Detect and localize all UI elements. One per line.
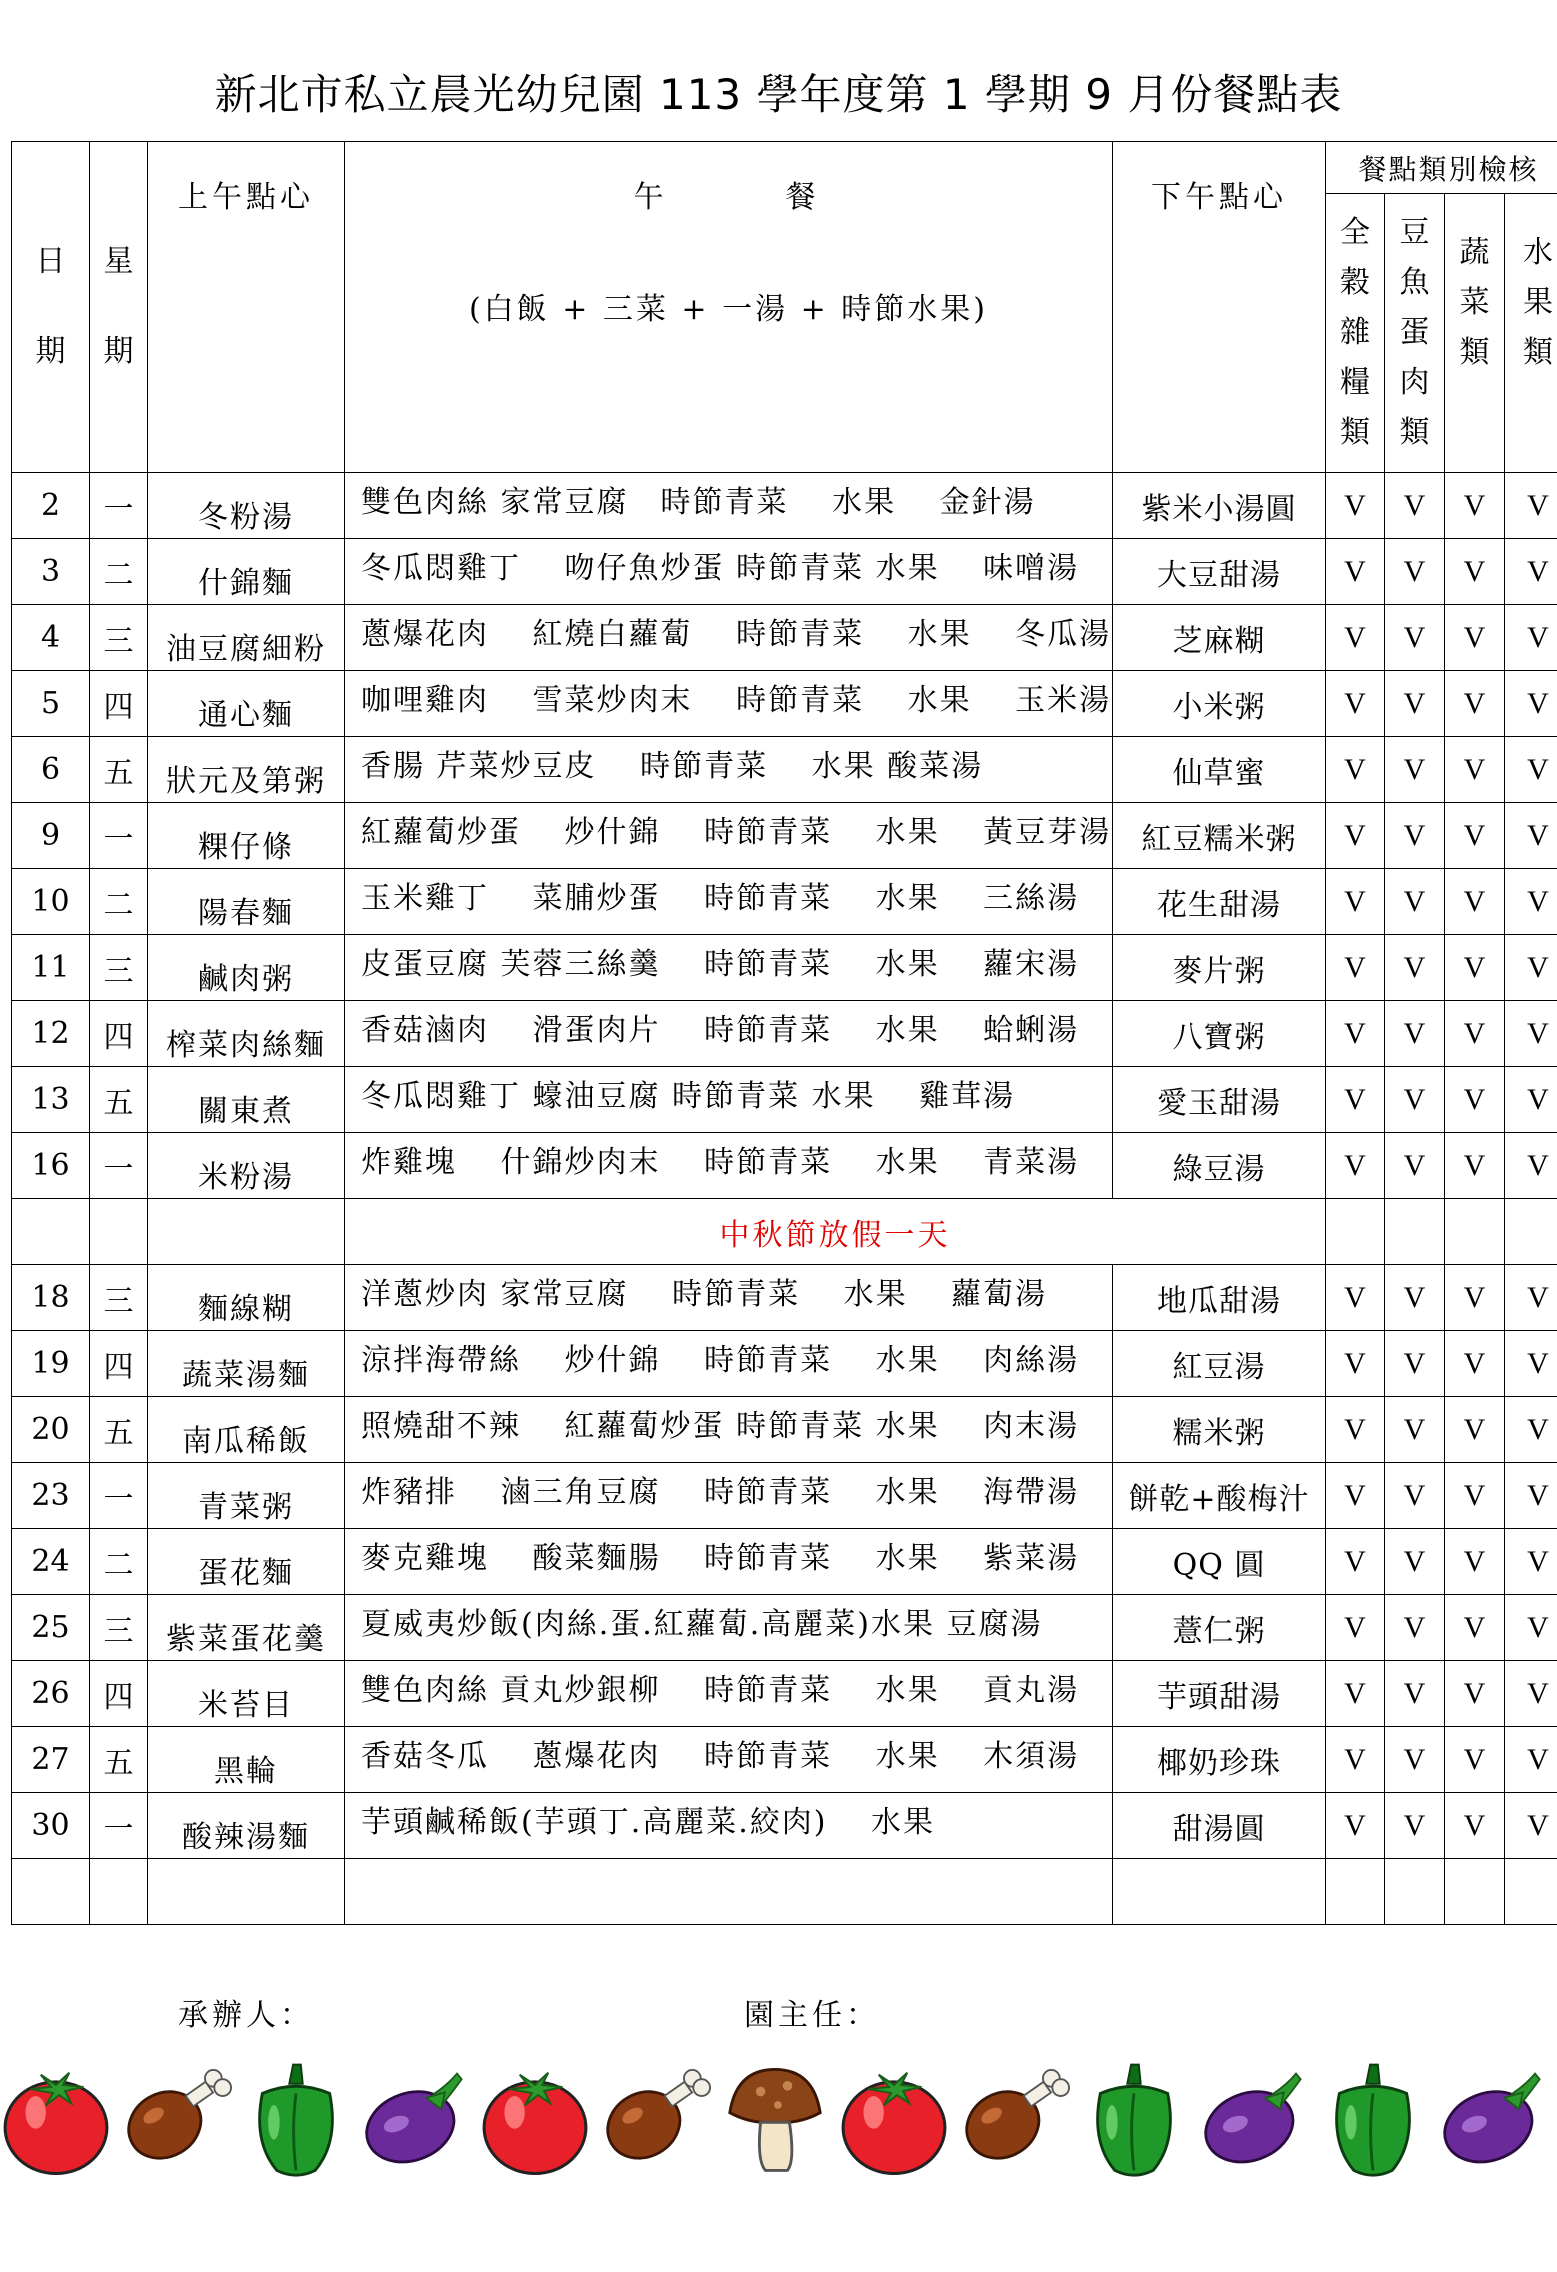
check-cell: V	[1385, 1001, 1445, 1067]
weekday-cell: 一	[90, 1463, 148, 1529]
lunch-cell: 照燒甜不辣 紅蘿蔔炒蛋 時節青菜 水果 肉末湯	[345, 1397, 1113, 1463]
lunch-cell: 炸豬排 滷三角豆腐 時節青菜 水果 海帶湯	[345, 1463, 1113, 1529]
check-cell: V	[1445, 1397, 1505, 1463]
check-cell: V	[1385, 803, 1445, 869]
morning-snack-cell	[148, 1199, 345, 1265]
check-cell: V	[1326, 737, 1385, 803]
lunch-cell: 洋蔥炒肉 家常豆腐 時節青菜 水果 蘿蔔湯	[345, 1265, 1113, 1331]
morning-snack-cell: 米粉湯	[148, 1133, 345, 1199]
check-cell: V	[1326, 803, 1385, 869]
date-cell: 5	[12, 671, 90, 737]
date-cell: 6	[12, 737, 90, 803]
lunch-cell: 夏威夷炒飯(肉絲.蛋.紅蘿蔔.高麗菜)水果 豆腐湯	[345, 1595, 1113, 1661]
weekday-cell: 一	[90, 1133, 148, 1199]
empty-cell	[12, 1859, 90, 1925]
morning-snack-cell: 黑輪	[148, 1727, 345, 1793]
check-cell: V	[1385, 539, 1445, 605]
weekday-cell: 二	[90, 1529, 148, 1595]
header-weekday: 星 期	[90, 142, 148, 473]
check-cell: V	[1326, 1727, 1385, 1793]
date-cell: 3	[12, 539, 90, 605]
header-date: 日 期	[12, 142, 90, 473]
afternoon-snack-cell: 麥片粥	[1113, 935, 1326, 1001]
weekday-cell	[90, 1199, 148, 1265]
lunch-cell: 冬瓜悶雞丁 吻仔魚炒蛋 時節青菜 水果 味噌湯	[345, 539, 1113, 605]
empty-cell	[1445, 1859, 1505, 1925]
check-cell: V	[1445, 1067, 1505, 1133]
check-cell: V	[1505, 1067, 1557, 1133]
morning-snack-cell: 蔬菜湯麵	[148, 1331, 345, 1397]
afternoon-snack-cell: 小米粥	[1113, 671, 1326, 737]
check-cell: V	[1385, 1727, 1445, 1793]
tomato-icon	[843, 2073, 945, 2174]
afternoon-snack-cell: 紅豆湯	[1113, 1331, 1326, 1397]
table-row	[12, 1727, 1557, 1793]
morning-snack-cell: 什錦麵	[148, 539, 345, 605]
empty-cell	[90, 1859, 148, 1925]
eggplant-icon	[1435, 2074, 1542, 2174]
weekday-cell: 三	[90, 1595, 148, 1661]
check-cell: V	[1505, 869, 1557, 935]
check-cell: V	[1505, 1529, 1557, 1595]
check-cell: V	[1445, 737, 1505, 803]
drumstick-icon	[955, 2070, 1069, 2171]
check-cell: V	[1326, 1001, 1385, 1067]
lunch-cell: 炸雞塊 什錦炒肉末 時節青菜 水果 青菜湯	[345, 1133, 1113, 1199]
check-cell: V	[1445, 1133, 1505, 1199]
table-row	[12, 1265, 1557, 1331]
morning-snack-cell: 粿仔條	[148, 803, 345, 869]
check-cell: V	[1326, 935, 1385, 1001]
lunch-cell: 麥克雞塊 酸菜麵腸 時節青菜 水果 紫菜湯	[345, 1529, 1113, 1595]
check-cell: V	[1445, 473, 1505, 539]
date-cell	[12, 1199, 90, 1265]
afternoon-snack-cell: 椰奶珍珠	[1113, 1727, 1326, 1793]
empty-cell	[1385, 1859, 1445, 1925]
check-cell: V	[1445, 803, 1505, 869]
morning-snack-cell: 紫菜蛋花羹	[148, 1595, 345, 1661]
header-lunch: 午 餐 (白飯 + 三菜 + 一湯 + 時節水果)	[345, 142, 1113, 473]
table-row	[12, 1067, 1557, 1133]
date-cell: 2	[12, 473, 90, 539]
weekday-cell: 三	[90, 1265, 148, 1331]
morning-snack-cell: 麵線糊	[148, 1265, 345, 1331]
morning-snack-cell: 青菜粥	[148, 1463, 345, 1529]
check-cell: V	[1505, 1265, 1557, 1331]
drumstick-icon	[117, 2070, 231, 2171]
date-cell: 4	[12, 605, 90, 671]
check-cell	[1445, 1199, 1505, 1265]
check-cell: V	[1505, 1331, 1557, 1397]
date-cell: 13	[12, 1067, 90, 1133]
weekday-cell: 四	[90, 1661, 148, 1727]
lunch-cell: 涼拌海帶絲 炒什錦 時節青菜 水果 肉絲湯	[345, 1331, 1113, 1397]
afternoon-snack-cell: QQ 圓	[1113, 1529, 1326, 1595]
weekday-cell: 一	[90, 1793, 148, 1859]
afternoon-snack-cell: 大豆甜湯	[1113, 539, 1326, 605]
afternoon-snack-cell: 愛玉甜湯	[1113, 1067, 1326, 1133]
check-cell: V	[1505, 803, 1557, 869]
weekday-cell: 五	[90, 737, 148, 803]
tomato-icon	[5, 2073, 107, 2174]
table-row	[12, 803, 1557, 869]
date-cell: 11	[12, 935, 90, 1001]
header-check-protein: 豆 魚 蛋 肉 類	[1385, 194, 1445, 473]
check-cell: V	[1445, 539, 1505, 605]
green-pepper-icon	[1098, 2065, 1171, 2176]
header-morning-snack: 上午點心	[148, 142, 345, 473]
empty-cell	[1326, 1859, 1385, 1925]
check-cell: V	[1445, 1661, 1505, 1727]
morning-snack-cell: 冬粉湯	[148, 473, 345, 539]
check-cell: V	[1385, 1661, 1445, 1727]
weekday-cell: 四	[90, 671, 148, 737]
holiday-row	[12, 1199, 1557, 1265]
check-cell: V	[1445, 1793, 1505, 1859]
handler-signature-label: 承辦人：	[178, 1998, 314, 2033]
table-row	[12, 539, 1557, 605]
check-cell: V	[1385, 1529, 1445, 1595]
lunch-cell: 香腸 芹菜炒豆皮 時節青菜 水果 酸菜湯	[345, 737, 1113, 803]
food-decoration-row	[0, 2045, 1557, 2195]
date-cell: 24	[12, 1529, 90, 1595]
check-cell: V	[1505, 1001, 1557, 1067]
check-cell: V	[1505, 737, 1557, 803]
table-row	[12, 1133, 1557, 1199]
lunch-cell: 冬瓜悶雞丁 蠔油豆腐 時節青菜 水果 雞茸湯	[345, 1067, 1113, 1133]
check-cell: V	[1445, 869, 1505, 935]
date-cell: 27	[12, 1727, 90, 1793]
check-cell	[1505, 1199, 1557, 1265]
check-cell: V	[1445, 935, 1505, 1001]
weekday-cell: 五	[90, 1727, 148, 1793]
check-cell: V	[1445, 605, 1505, 671]
date-cell: 18	[12, 1265, 90, 1331]
lunch-cell: 雙色肉絲 貢丸炒銀柳 時節青菜 水果 貢丸湯	[345, 1661, 1113, 1727]
check-cell: V	[1505, 935, 1557, 1001]
table-row	[12, 605, 1557, 671]
date-cell: 12	[12, 1001, 90, 1067]
green-pepper-icon	[260, 2065, 333, 2176]
check-cell: V	[1326, 473, 1385, 539]
lunch-cell: 芋頭鹹稀飯(芋頭丁.高麗菜.絞肉) 水果	[345, 1793, 1113, 1859]
lunch-cell: 咖哩雞肉 雪菜炒肉末 時節青菜 水果 玉米湯	[345, 671, 1113, 737]
table-row	[12, 737, 1557, 803]
check-cell: V	[1385, 935, 1445, 1001]
check-cell: V	[1385, 473, 1445, 539]
afternoon-snack-cell: 芝麻糊	[1113, 605, 1326, 671]
lunch-cell: 紅蘿蔔炒蛋 炒什錦 時節青菜 水果 黃豆芽湯	[345, 803, 1113, 869]
morning-snack-cell: 鹹肉粥	[148, 935, 345, 1001]
table-row	[12, 1793, 1557, 1859]
table-row	[12, 671, 1557, 737]
table-row	[12, 1595, 1557, 1661]
check-cell: V	[1385, 1133, 1445, 1199]
check-cell: V	[1505, 1793, 1557, 1859]
empty-cell	[345, 1859, 1113, 1925]
check-cell	[1326, 1199, 1385, 1265]
check-cell: V	[1445, 1265, 1505, 1331]
check-cell: V	[1385, 1067, 1445, 1133]
header-check-fruit: 水 果 類	[1505, 194, 1557, 473]
check-cell: V	[1326, 1529, 1385, 1595]
lunch-cell: 蔥爆花肉 紅燒白蘿蔔 時節青菜 水果 冬瓜湯	[345, 605, 1113, 671]
morning-snack-cell: 蛋花麵	[148, 1529, 345, 1595]
tomato-icon	[484, 2073, 586, 2174]
check-cell: V	[1326, 1595, 1385, 1661]
weekday-cell: 一	[90, 803, 148, 869]
drumstick-icon	[596, 2070, 710, 2171]
check-cell: V	[1326, 1331, 1385, 1397]
check-cell: V	[1445, 1727, 1505, 1793]
date-cell: 30	[12, 1793, 90, 1859]
eggplant-icon	[1196, 2074, 1303, 2174]
empty-cell	[1113, 1859, 1326, 1925]
check-cell: V	[1505, 1397, 1557, 1463]
check-cell: V	[1385, 1265, 1445, 1331]
weekday-cell: 三	[90, 605, 148, 671]
header-afternoon-snack: 下午點心	[1113, 142, 1326, 473]
afternoon-snack-cell: 甜湯圓	[1113, 1793, 1326, 1859]
check-cell: V	[1385, 1331, 1445, 1397]
check-cell: V	[1505, 539, 1557, 605]
table-row	[12, 1331, 1557, 1397]
check-cell: V	[1326, 1793, 1385, 1859]
check-cell: V	[1326, 671, 1385, 737]
check-cell: V	[1326, 539, 1385, 605]
eggplant-icon	[357, 2074, 464, 2174]
weekday-cell: 二	[90, 539, 148, 605]
check-cell: V	[1505, 473, 1557, 539]
check-cell: V	[1385, 605, 1445, 671]
afternoon-snack-cell: 紅豆糯米粥	[1113, 803, 1326, 869]
weekday-cell: 一	[90, 473, 148, 539]
morning-snack-cell: 狀元及第粥	[148, 737, 345, 803]
morning-snack-cell: 油豆腐細粉	[148, 605, 345, 671]
meal-schedule-table	[11, 141, 1557, 1925]
lunch-cell: 香菇冬瓜 蔥爆花肉 時節青菜 水果 木須湯	[345, 1727, 1113, 1793]
green-pepper-icon	[1337, 2065, 1410, 2176]
check-cell: V	[1505, 605, 1557, 671]
lunch-cell: 雙色肉絲 家常豆腐 時節青菜 水果 金針湯	[345, 473, 1113, 539]
check-cell: V	[1445, 1331, 1505, 1397]
lunch-cell: 香菇滷肉 滑蛋肉片 時節青菜 水果 蛤蜊湯	[345, 1001, 1113, 1067]
check-cell: V	[1326, 1133, 1385, 1199]
empty-cell	[148, 1859, 345, 1925]
date-cell: 26	[12, 1661, 90, 1727]
weekday-cell: 三	[90, 935, 148, 1001]
header-check-grains: 全 穀 雜 糧 類	[1326, 194, 1385, 473]
check-cell: V	[1445, 671, 1505, 737]
header-check-vegetables: 蔬 菜 類	[1445, 194, 1505, 473]
check-cell: V	[1445, 1529, 1505, 1595]
weekday-cell: 四	[90, 1001, 148, 1067]
date-cell: 20	[12, 1397, 90, 1463]
morning-snack-cell: 通心麵	[148, 671, 345, 737]
date-cell: 10	[12, 869, 90, 935]
afternoon-snack-cell: 仙草蜜	[1113, 737, 1326, 803]
check-cell: V	[1445, 1463, 1505, 1529]
empty-row	[12, 1859, 1557, 1925]
morning-snack-cell: 米苔目	[148, 1661, 345, 1727]
weekday-cell: 二	[90, 869, 148, 935]
holiday-notice: 中秋節放假一天	[345, 1199, 1326, 1265]
date-cell: 9	[12, 803, 90, 869]
check-cell: V	[1505, 1463, 1557, 1529]
lunch-cell: 玉米雞丁 菜脯炒蛋 時節青菜 水果 三絲湯	[345, 869, 1113, 935]
table-row	[12, 869, 1557, 935]
check-cell: V	[1385, 1397, 1445, 1463]
check-cell: V	[1505, 1727, 1557, 1793]
check-cell	[1385, 1199, 1445, 1265]
afternoon-snack-cell: 地瓜甜湯	[1113, 1265, 1326, 1331]
check-cell: V	[1385, 1793, 1445, 1859]
afternoon-snack-cell: 芋頭甜湯	[1113, 1661, 1326, 1727]
check-cell: V	[1385, 737, 1445, 803]
date-cell: 19	[12, 1331, 90, 1397]
afternoon-snack-cell: 糯米粥	[1113, 1397, 1326, 1463]
weekday-cell: 四	[90, 1331, 148, 1397]
morning-snack-cell: 榨菜肉絲麵	[148, 1001, 345, 1067]
empty-cell	[1505, 1859, 1557, 1925]
meal-rows	[12, 473, 1557, 1925]
check-cell: V	[1385, 1463, 1445, 1529]
table-row	[12, 1661, 1557, 1727]
afternoon-snack-cell: 花生甜湯	[1113, 869, 1326, 935]
check-cell: V	[1326, 1067, 1385, 1133]
table-row	[12, 1397, 1557, 1463]
morning-snack-cell: 酸辣湯麵	[148, 1793, 345, 1859]
signature-area	[0, 1990, 1557, 2040]
afternoon-snack-cell: 紫米小湯圓	[1113, 473, 1326, 539]
date-cell: 25	[12, 1595, 90, 1661]
afternoon-snack-cell: 薏仁粥	[1113, 1595, 1326, 1661]
check-cell: V	[1326, 1397, 1385, 1463]
check-cell: V	[1326, 1661, 1385, 1727]
table-row	[12, 1001, 1557, 1067]
afternoon-snack-cell: 八寶粥	[1113, 1001, 1326, 1067]
morning-snack-cell: 陽春麵	[148, 869, 345, 935]
director-signature-label: 園主任：	[744, 1998, 880, 2033]
table-row	[12, 935, 1557, 1001]
table-row	[12, 1463, 1557, 1529]
date-cell: 23	[12, 1463, 90, 1529]
check-cell: V	[1445, 1595, 1505, 1661]
check-cell: V	[1326, 869, 1385, 935]
morning-snack-cell: 關東煮	[148, 1067, 345, 1133]
header-check-group: 餐點類別檢核	[1326, 142, 1557, 194]
check-cell: V	[1326, 1265, 1385, 1331]
check-cell: V	[1326, 605, 1385, 671]
lunch-cell: 皮蛋豆腐 芙蓉三絲羹 時節青菜 水果 蘿宋湯	[345, 935, 1113, 1001]
table-row	[12, 1529, 1557, 1595]
check-cell: V	[1505, 1133, 1557, 1199]
morning-snack-cell: 南瓜稀飯	[148, 1397, 345, 1463]
check-cell: V	[1385, 671, 1445, 737]
check-cell: V	[1505, 671, 1557, 737]
mushroom-icon	[730, 2069, 820, 2170]
weekday-cell: 五	[90, 1397, 148, 1463]
afternoon-snack-cell: 餅乾+酸梅汁	[1113, 1463, 1326, 1529]
table-row	[12, 473, 1557, 539]
page-title: 新北市私立晨光幼兒園 113 學年度第 1 學期 9 月份餐點表	[214, 70, 1343, 119]
check-cell: V	[1505, 1661, 1557, 1727]
check-cell: V	[1326, 1463, 1385, 1529]
afternoon-snack-cell: 綠豆湯	[1113, 1133, 1326, 1199]
date-cell: 16	[12, 1133, 90, 1199]
check-cell: V	[1385, 1595, 1445, 1661]
check-cell: V	[1445, 1001, 1505, 1067]
weekday-cell: 五	[90, 1067, 148, 1133]
check-cell: V	[1385, 869, 1445, 935]
check-cell: V	[1505, 1595, 1557, 1661]
